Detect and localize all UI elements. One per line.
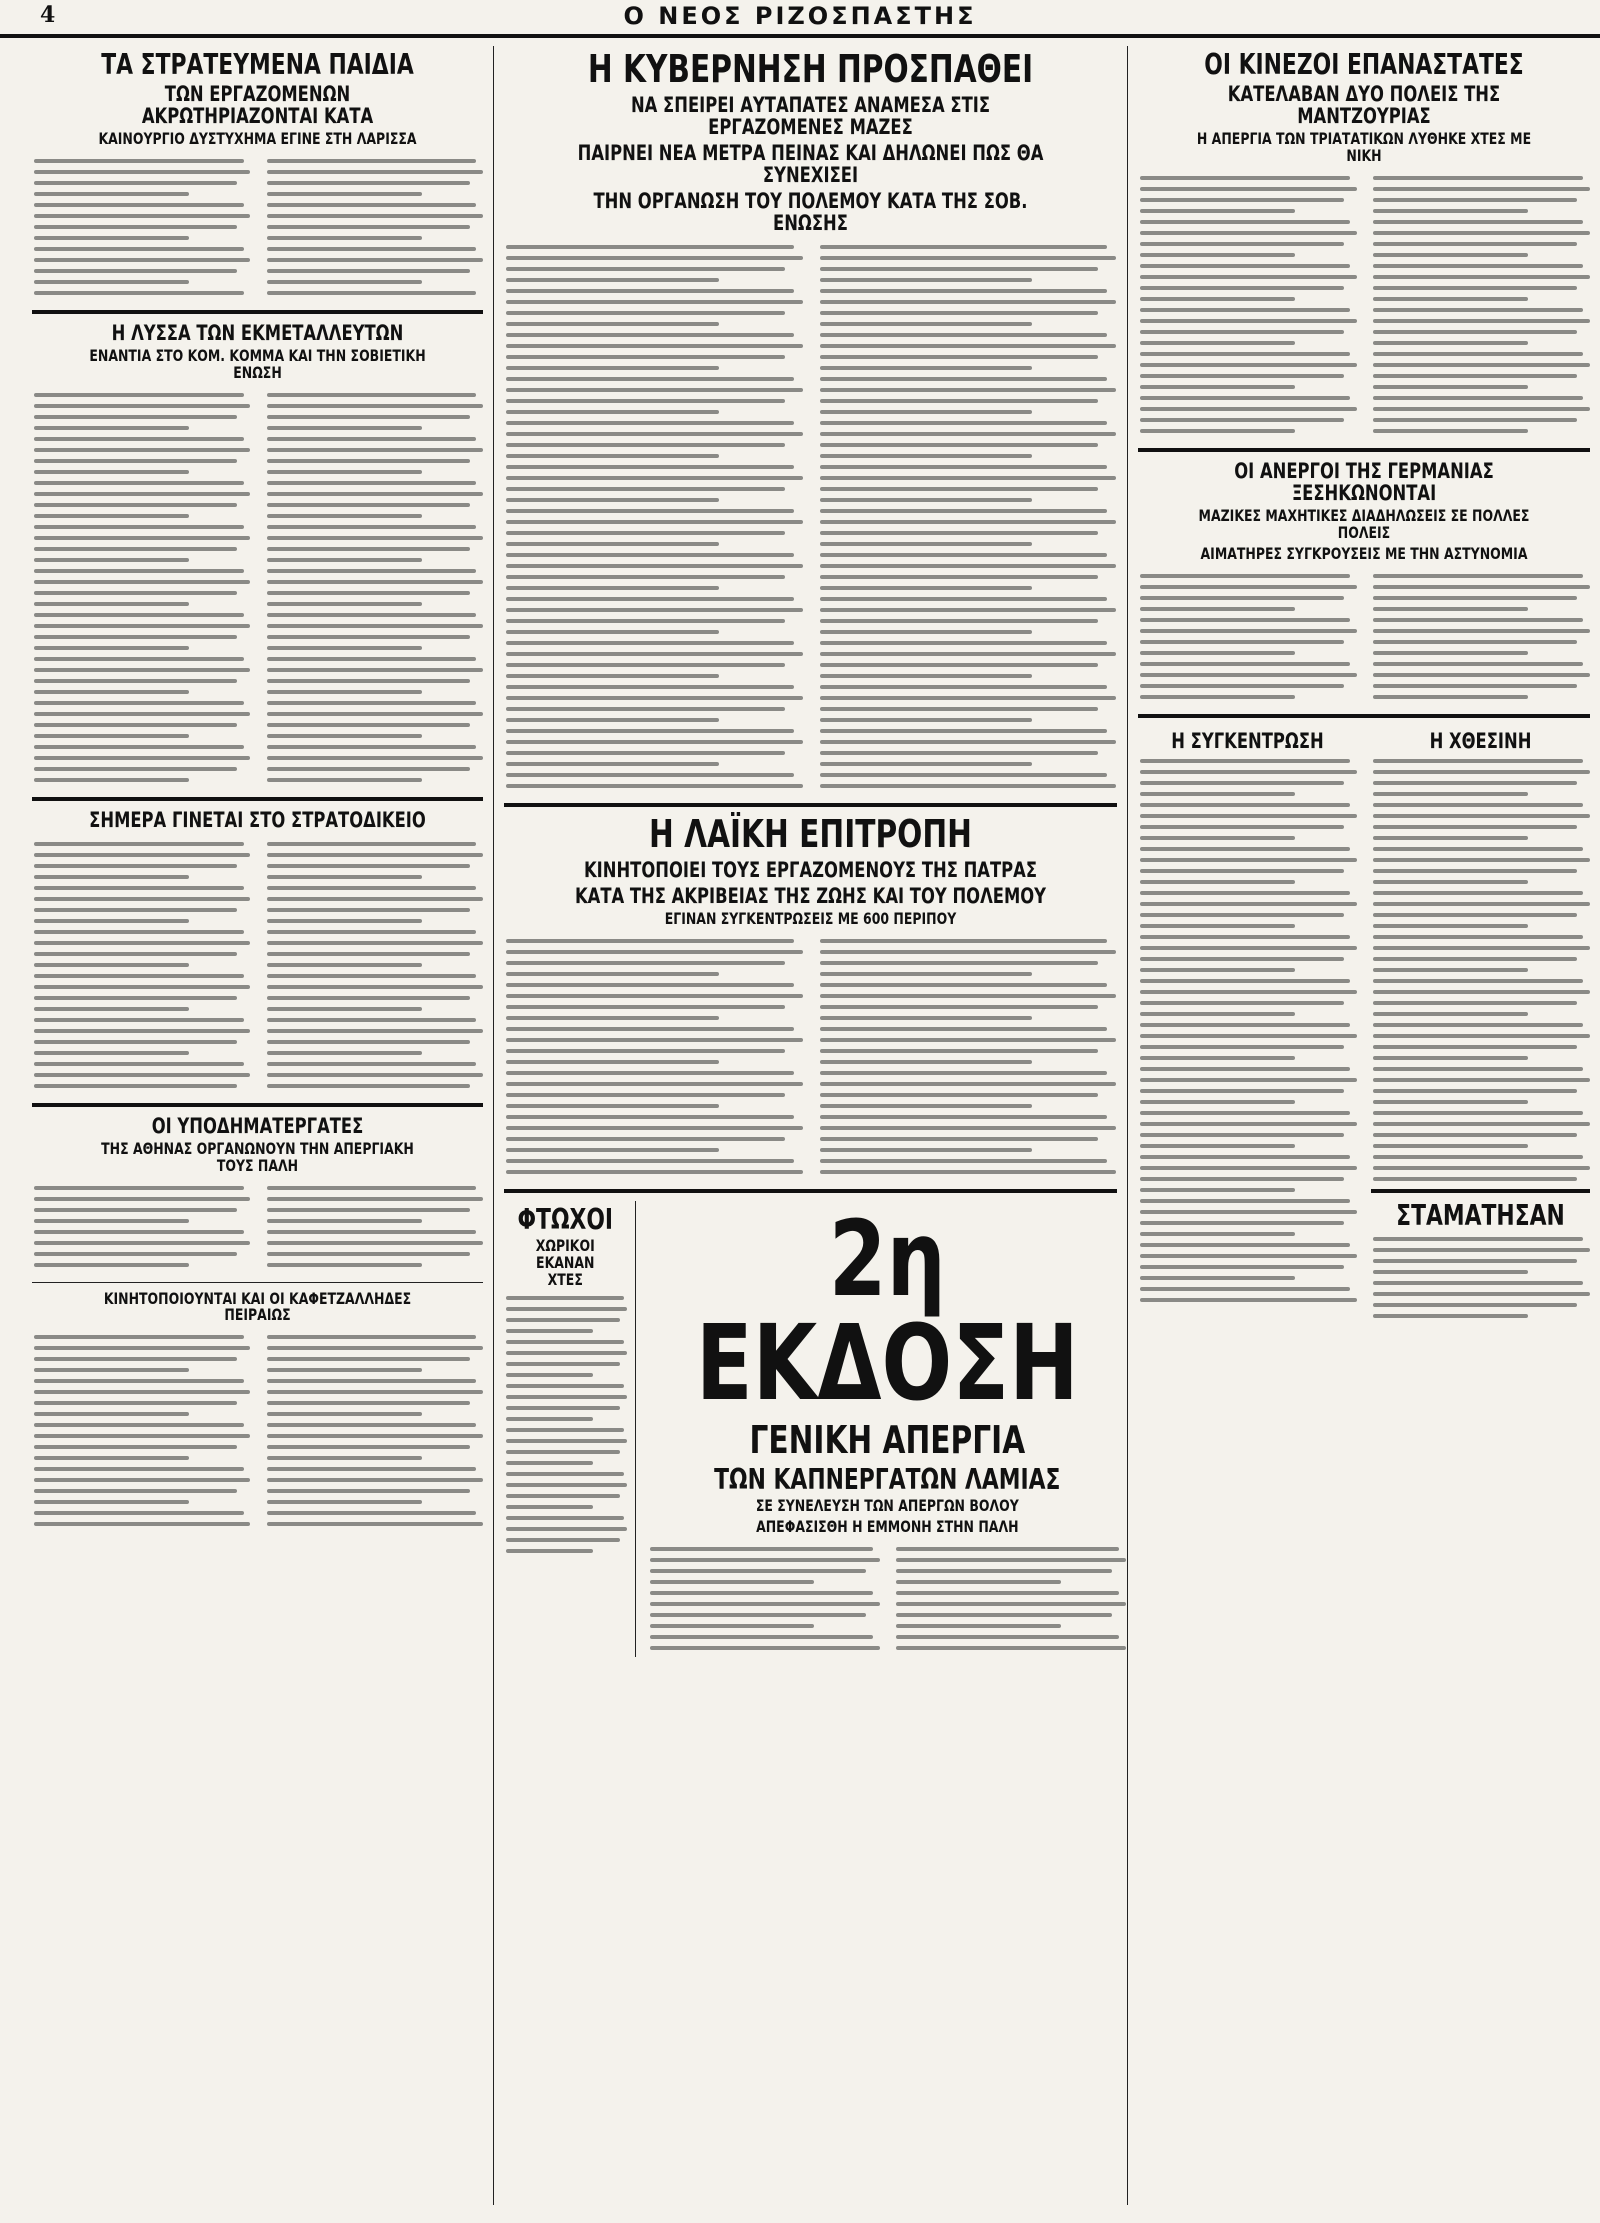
article-body — [32, 386, 251, 789]
headline-larissa: ΚΑΙΝΟΥΡΓΙΟ ΔΥΣΤΥΧΗΜΑ ΕΓΙΝΕ ΣΤΗ ΛΑΡΙΣΣΑ — [98, 129, 417, 149]
headline-patras: ΚΙΝΗΤΟΠΟΙΕΙ ΤΟΥΣ ΕΡΓΑΖΟΜΕΝΟΥΣ ΤΗΣ ΠΑΤΡΑΣ — [583, 858, 1038, 883]
article-body — [265, 1179, 484, 1274]
headline-demonstrations: ΜΑΖΙΚΕΣ ΜΑΧΗΤΙΚΕΣ ΔΙΑΔΗΛΩΣΕΙΣ ΣΕ ΠΟΛΛΕΣ ΠΟΛΕΙΣ — [1198, 506, 1530, 542]
headline-general-strike: ΓΕΝΙΚΗ ΑΠΕΡΓΙΑ — [749, 1417, 1025, 1462]
article-body — [504, 238, 804, 795]
headline-peoples-committee: Η ΛΑΪΚΗ ΕΠΙΤΡΟΠΗ — [649, 812, 972, 857]
headline-cost-of-living: ΚΑΤΑ ΤΗΣ ΑΚΡΙΒΕΙΑΣ ΤΗΣ ΖΩΗΣ ΚΑΙ ΤΟΥ ΠΟΛΕΜΟΥ — [574, 884, 1047, 909]
newspaper-title: Ο ΝΕΟΣ ΡΙΖΟΣΠΑΣΤΗΣ — [623, 2, 977, 30]
headline-court-martial: ΣΗΜΕΡΑ ΓΙΝΕΤΑΙ ΣΤΟ ΣΤΡΑΤΟΔΙΚΕΙΟ — [89, 807, 426, 832]
headline-shoemakers-sub: ΤΗΣ ΑΘΗΝΑΣ ΟΡΓΑΝΩΝΟΥΝ ΤΗΝ ΑΠΕΡΓΙΑΚΗ ΤΟΥΣ ΠΑΛΗ — [101, 1139, 414, 1175]
headline-poor-peasants-sub: ΧΩΡΙΚΟΙ ΕΚΑΝΑΝ ΧΤΕΣ — [535, 1236, 595, 1289]
headline-lamia-tobacco: ΤΩΝ ΚΑΠΝΕΡΓΑΤΩΝ ΛΑΜΙΑΣ — [713, 1462, 1060, 1496]
article-body — [818, 932, 1118, 1181]
headline-strike-won: Η ΑΠΕΡΓΙΑ ΤΩΝ ΤΡΙΑΤΑΤΙΚΩΝ ΛΥΘΗΚΕ ΧΤΕΣ ΜΕ ΝΙΚΗ — [1196, 129, 1532, 166]
headline-poor-peasants: ΦΤΩΧΟΙ — [517, 1202, 614, 1236]
article-body — [1138, 759, 1357, 1302]
headline-war-organization: ΤΗΝ ΟΡΓΑΝΩΣΗ ΤΟΥ ΠΟΛΕΜΟΥ ΚΑΤΑ ΤΗΣ ΣΟΒ. ΕΝΩΣΗΣ — [593, 189, 1028, 236]
headline-gatherings: ΕΓΙΝΑΝ ΣΥΓΚΕΝΤΡΩΣΕΙΣ ΜΕ 600 ΠΕΡΙΠΟΥ — [664, 909, 957, 929]
headline-exploiters: Η ΛΥΣΣΑ ΤΩΝ ΕΚΜΕΤΑΛΛΕΥΤΩΝ — [111, 321, 404, 346]
article-body — [265, 835, 484, 1095]
masthead — [0, 0, 1600, 38]
headline-yesterday: Η ΧΘΕΣΙΝΗ — [1429, 728, 1532, 753]
headline-soldiers: ΤΑ ΣΤΡΑΤΕΥΜΕΝΑ ΠΑΙΔΙΑ — [101, 48, 414, 81]
article-body — [1138, 567, 1357, 706]
article-body — [1371, 759, 1590, 1181]
article-body — [32, 152, 251, 302]
headline-government: Η ΚΥΒΕΡΝΗΣΗ ΠΡΟΣΠΑΘΕΙ — [587, 47, 1034, 91]
article-body — [1371, 1237, 1590, 1318]
article-body — [818, 238, 1118, 795]
article-body — [265, 386, 484, 789]
article-body — [265, 1328, 484, 1533]
headline-shoemakers: ΟΙ ΥΠΟΔΗΜΑΤΕΡΓΑΤΕΣ — [151, 1113, 364, 1138]
column-left — [22, 46, 494, 2205]
headline-clashes: ΑΙΜΑΤΗΡΕΣ ΣΥΓΚΡΟΥΣΕΙΣ ΜΕ ΤΗΝ ΑΣΤΥΝΟΜΙΑ — [1200, 543, 1528, 563]
headline-german-unemployed: ΟΙ ΑΝΕΡΓΟΙ ΤΗΣ ΓΕΡΜΑΝΙΑΣ ΞΕΣΗΚΩΝΟΝΤΑΙ — [1234, 459, 1494, 506]
second-edition-banner: 2η ΕΚΔΟΣΗ — [695, 1197, 1079, 1424]
article-body — [648, 1540, 880, 1657]
headline-manchuria: ΚΑΤΕΛΑΒΑΝ ΔΥΟ ΠΟΛΕΙΣ ΤΗΣ ΜΑΝΤΖΟΥΡΙΑΣ — [1227, 82, 1501, 129]
article-body — [32, 1179, 251, 1274]
headline-piraeus: ΚΙΝΗΤΟΠΟΙΟΥΝΤΑΙ ΚΑΙ ΟΙ ΚΑΦΕΤΖΑΛΛΗΔΕΣ ΠΕΙΡΑΙΩΣ — [103, 1288, 412, 1325]
headline-soldiers-sub: ΤΩΝ ΕΡΓΑΖΟΜΕΝΩΝ ΑΚΡΩΤΗΡΙΑΖΟΝΤΑΙ ΚΑΤΑ — [141, 82, 374, 129]
headline-government-sub: ΝΑ ΣΠΕΙΡΕΙ ΑΥΤΑΠΑΤΕΣ ΑΝΑΜΕΣΑ ΣΤΙΣ ΕΡΓΑΖΟΜΕΝΕΣ ΜΑΖΕΣ — [630, 92, 991, 139]
article-body — [504, 1296, 627, 1553]
article-body — [32, 835, 251, 1095]
article-body — [32, 1328, 251, 1533]
headline-gathering: Η ΣΥΓΚΕΝΤΡΩΣΗ — [1171, 728, 1324, 753]
column-right — [1128, 46, 1600, 2205]
article-body — [1371, 169, 1590, 440]
article-body — [1138, 169, 1357, 440]
headline-chinese-revolutionaries: ΟΙ ΚΙΝΕΖΟΙ ΕΠΑΝΑΣΤΑΤΕΣ — [1204, 48, 1524, 81]
article-body — [504, 932, 804, 1181]
headline-stopped: ΣΤΑΜΑΤΗΣΑΝ — [1396, 1198, 1565, 1232]
column-center — [494, 46, 1128, 2205]
headline-persistence: ΑΠΕΦΑΣΙΣΘΗ Η ΕΜΜΟΝΗ ΣΤΗΝ ΠΑΛΗ — [755, 1517, 1019, 1537]
article-body — [894, 1540, 1126, 1657]
headline-exploiters-sub: ΕΝΑΝΤΙΑ ΣΤΟ ΚΟΜ. ΚΟΜΜΑ ΚΑΙ ΤΗΝ ΣΟΒΙΕΤΙΚΗ ΕΝΩΣΗ — [89, 346, 426, 383]
article-body — [1371, 567, 1590, 706]
headline-volos-assembly: ΣΕ ΣΥΝΕΛΕΥΣΗ ΤΩΝ ΑΠΕΡΓΩΝ ΒΟΛΟΥ — [755, 1496, 1019, 1516]
page-number: 4 — [40, 2, 56, 28]
headline-hunger-measures: ΠΑΙΡΝΕΙ ΝΕΑ ΜΕΤΡΑ ΠΕΙΝΑΣ ΚΑΙ ΔΗΛΩΝΕΙ ΠΩΣ ΘΑ ΣΥΝΕΧΙΣΕΙ — [577, 140, 1044, 188]
article-body — [265, 152, 484, 302]
